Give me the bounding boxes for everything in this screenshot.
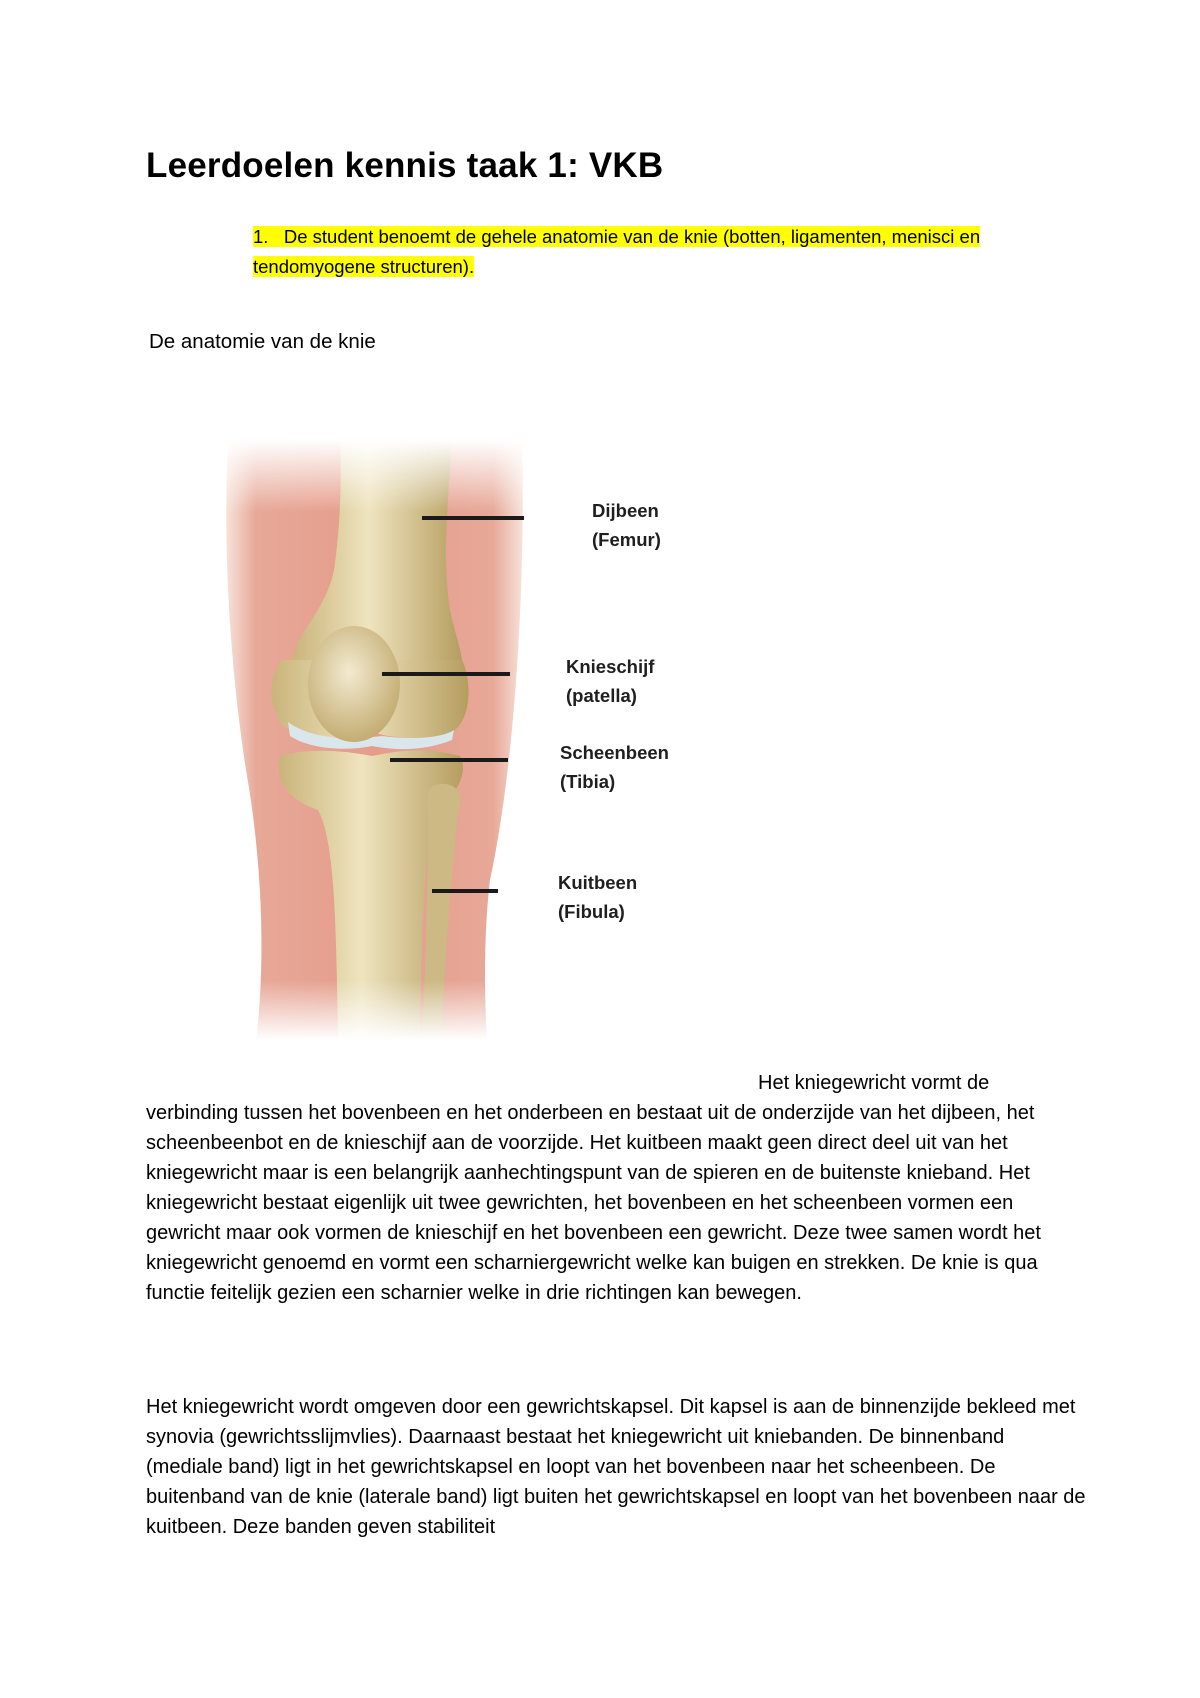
knee-anatomy-figure <box>222 440 692 1040</box>
section-heading: De anatomie van de knie <box>149 330 376 353</box>
label-patella-latin: (patella) <box>566 685 637 706</box>
label-fibula <box>558 868 637 926</box>
label-fibula-latin: (Fibula) <box>558 901 625 922</box>
learning-objective <box>253 222 1073 282</box>
objective-text: De student benoemt de gehele anatomie van de knie (botten, ligamenten, menisci en tendomyogene structuren). <box>253 226 981 277</box>
label-tibia-latin: (Tibia) <box>560 771 616 792</box>
body-paragraph: Het kniegewricht wordt omgeven door een gewrichtskapsel. Dit kapsel is aan de binnenzijde bekleed met synovia (gewrichtsslijmvlies). Daarnaast bestaat het kniegewricht uit kniebanden. De binnenband (mediale band) ligt in het gewrichtskapsel en loopt van het bovenbeen naar het scheenbeen. De buitenband van de knie (laterale band) ligt buiten het gewrichtskapsel en loopt van het bovenbeen naar de kuitbeen. Deze banden geven stabiliteit <box>146 1396 1086 1538</box>
label-femur-latin: (Femur) <box>592 529 661 550</box>
label-femur <box>592 496 661 554</box>
label-patella-name: Knieschijf <box>566 656 655 677</box>
label-fibula-name: Kuitbeen <box>558 872 638 893</box>
page-title: Leerdoelen kennis taak 1: VKB <box>146 146 664 185</box>
label-femur-name: Dijbeen <box>592 500 659 521</box>
body-paragraph: Het kniegewricht vormt de verbinding tussen het bovenbeen en het onderbeen en bestaat uit de onderzijde van het dijbeen, het scheenbeenbot en de knieschijf aan de voorzijde. Het kuitbeen maakt geen direct deel uit van het kniegewricht maar is een belangrijk aanhechtingspunt van de spieren en de buitenste knieband. Het kniegewricht bestaat eigenlijk uit twee gewrichten, het bovenbeen en het scheenbeen vormen een gewricht maar ook vormen de knieschijf en het bovenbeen een gewricht. Deze twee samen wordt het kniegewricht genoemd en vormt een scharniergewricht welke kan buigen en strekken. De knie is qua functie feitelijk gezien een scharnier welke in drie richtingen kan bewegen. <box>146 1072 1041 1304</box>
label-tibia <box>560 738 669 796</box>
label-tibia-name: Scheenbeen <box>560 742 669 763</box>
label-patella <box>566 652 654 710</box>
objective-number: 1. <box>253 226 269 247</box>
